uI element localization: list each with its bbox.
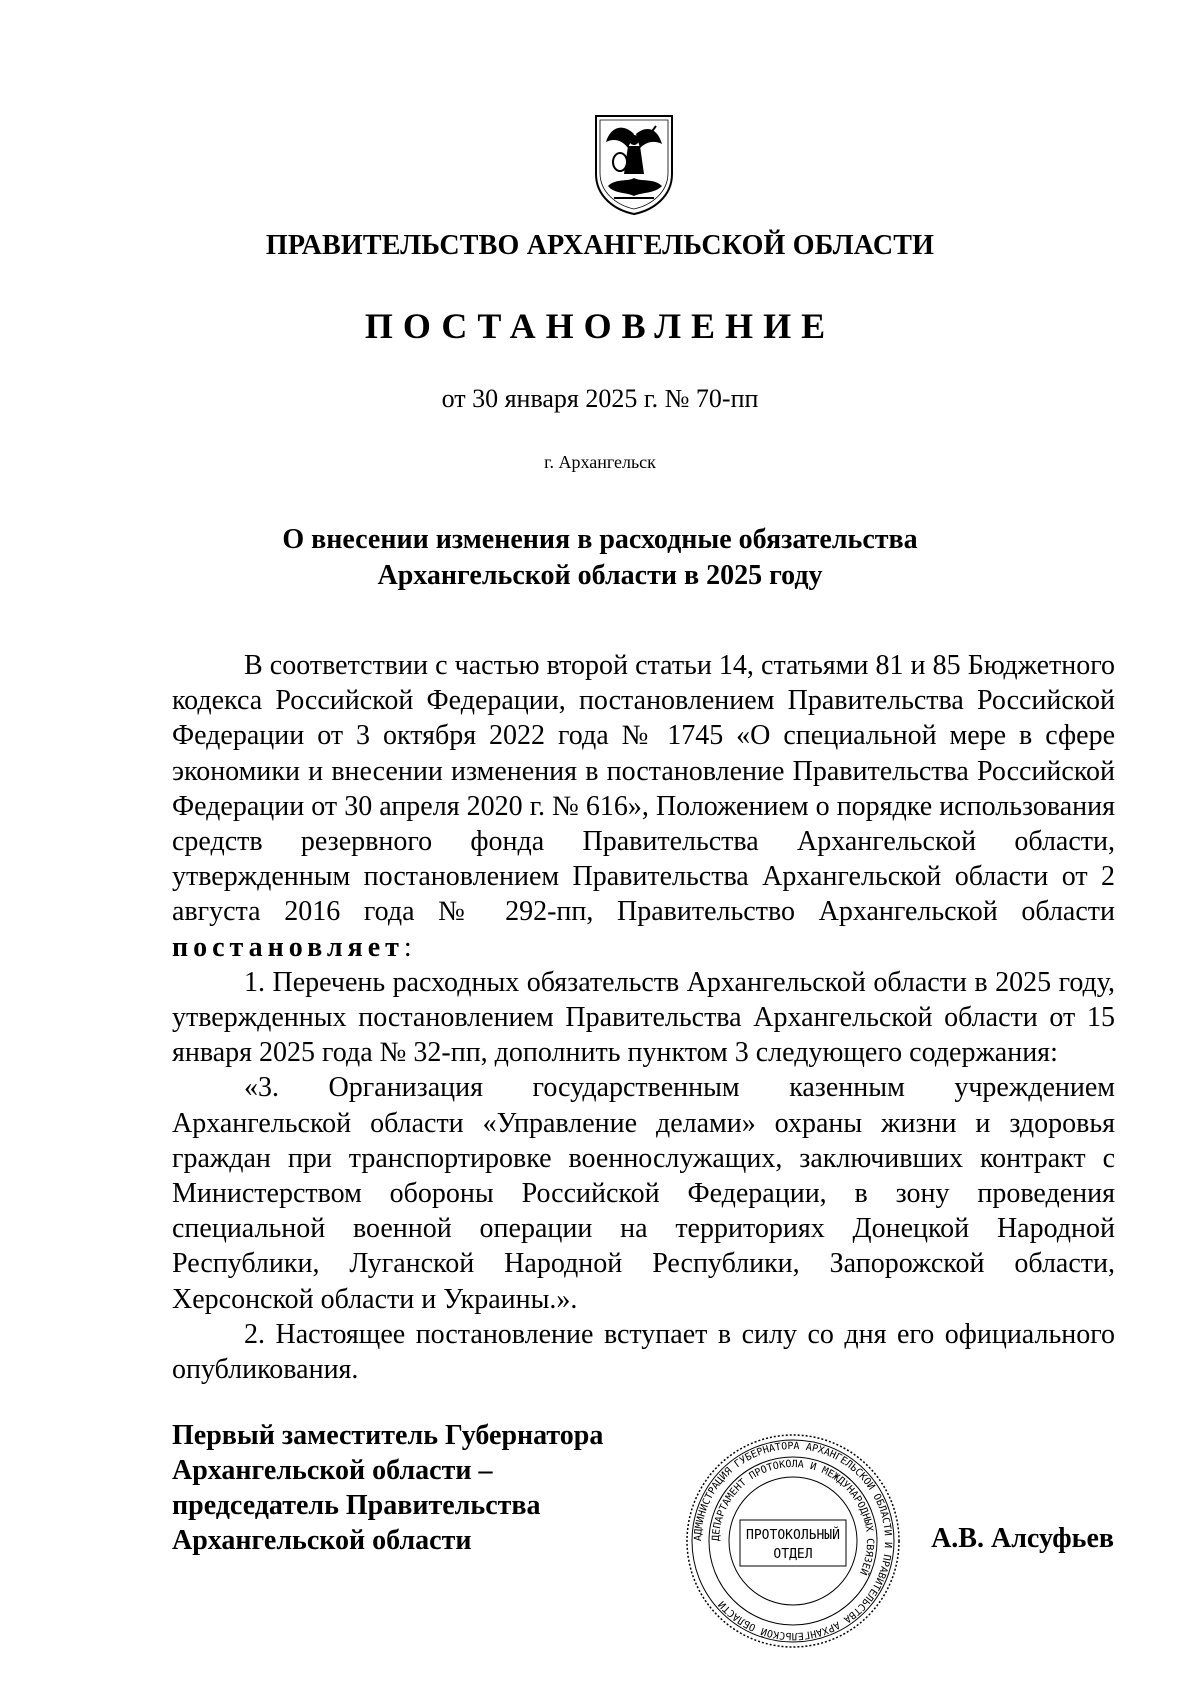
seal-center-line-2: ОТДЕЛ — [773, 1547, 813, 1562]
clause-1-paragraph: 1. Перечень расходных обязательств Архангельской области в 2025 году, утвержденных постановлением Правительства Архангельской области от 15 января 2025 года № 32-пп, дополнить пунктом 3 следующего содержания: — [172, 966, 1115, 1069]
signatory-title-line-2: Архангельской области – — [172, 1455, 493, 1486]
signatory-title-line-3: председатель Правительства — [172, 1490, 541, 1521]
decree-word: постановляет — [172, 931, 404, 963]
government-name: ПРАВИТЕЛЬСТВО АРХАНГЕЛЬСКОЙ ОБЛАСТИ — [265, 230, 935, 261]
signatory-title — [172, 1418, 603, 1558]
document-city: г. Архангельск — [544, 452, 656, 472]
subject-line-2: Архангельской области в 2025 году — [377, 560, 823, 591]
preamble-text: В соответствии с частью второй статьи 14, статьями 81 и 85 Бюджетного кодекса Российской Федерации, постановлением Правительства Российской Федерации от 3 октября 2022 года № 1745 «О специальной мере в сфере экономики и внесении изменения в постановление Правительства Российской Федерации от 30 апреля 2020 г. № 616», Положением о порядке использования средств резервного фонда Правительства Архангельской области, утвержденным постановлением Правительства Архангельской области от 2 августа 2016 года № 292-пп, Правительство Архангельской области — [172, 650, 1115, 928]
seal-center-line-1: ПРОТОКОЛЬНЫЙ — [746, 1528, 840, 1543]
signatory-title-line-1: Первый заместитель Губернатора — [172, 1420, 604, 1451]
seal-outer-text: АДМИНИСТРАЦИЯ ГУБЕРНАТОРА АРХАНГЕЛЬСКОЙ ОБЛАСТИ И ПРАВИТЕЛЬСТВА АРХАНГЕЛЬСКОЙ ОБЛАСТИ — [692, 1440, 894, 1642]
clause-2-paragraph: 2. Настоящее постановление вступает в силу со дня его официального опубликования. — [172, 1318, 1115, 1386]
official-seal-icon — [682, 1430, 904, 1652]
signatory-title-line-4: Архангельской области — [172, 1525, 472, 1556]
signatory-name: А.В. Алсуфьев — [931, 1523, 1114, 1554]
preamble-end: : — [403, 931, 412, 963]
document-body — [172, 648, 1115, 1387]
clause-1-quote-paragraph: «3. Организация государственным казенным учреждением Архангельской области «Управление делами» охраны жизни и здоровья граждан при транспортировке военнослужащих, заключивших контракт с Министерством обороны Российской Федерации, в зону проведения специальной военной операции на территориях Донецкой Народной Республики, Луганской Народной Республики, Запорожской области, Херсонской области и Украины.». — [172, 1072, 1115, 1315]
coat-of-arms-icon — [592, 112, 676, 216]
document-subject — [220, 522, 980, 594]
document-type-title: ПОСТАНОВЛЕНИЕ — [364, 306, 836, 346]
document-date-number: от 30 января 2025 г. № 70-пп — [441, 384, 759, 413]
seal-inner-text: ДЕПАРТАМЕНТ ПРОТОКОЛА И МЕЖДУНАРОДНЫХ СВЯЗЕЙ — [710, 1458, 876, 1577]
preamble-paragraph — [172, 648, 1115, 965]
subject-line-1: О внесении изменения в расходные обязательства — [282, 524, 918, 555]
